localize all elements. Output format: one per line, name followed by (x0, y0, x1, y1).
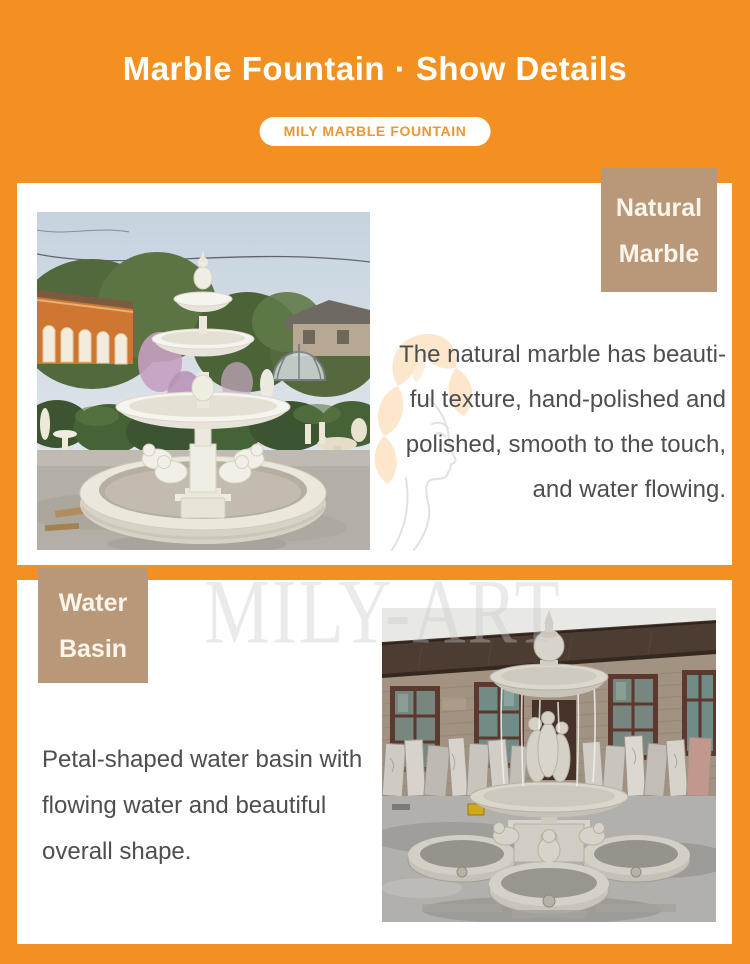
text-line: Petal-shaped water basin with (42, 746, 363, 773)
text-line: flowing water and beautiful (42, 792, 327, 819)
label-line: Basin (58, 635, 128, 663)
page-title: Marble Fountain · Show Details (122, 50, 628, 87)
label-line: Marble (618, 240, 700, 268)
brand-badge: MILY MARBLE FOUNTAIN (260, 117, 491, 146)
mily-art-text-watermark: MILY-ART (204, 561, 562, 664)
section-label-water-basin (38, 568, 148, 683)
section-label-natural-marble (601, 168, 717, 292)
text-line: overall shape. (42, 838, 192, 865)
text-line: polished, smooth to the touch, (405, 431, 726, 458)
text-line: ful texture, hand-polished and (409, 386, 726, 413)
fountain-photo-outdoor (37, 212, 370, 550)
label-line: Water (58, 589, 128, 617)
text-line: The natural marble has beauti- (399, 341, 726, 368)
water-basin-description (42, 737, 387, 875)
label-line: Natural (615, 194, 703, 222)
natural-marble-description (380, 332, 726, 512)
text-line: and water flowing. (532, 476, 726, 503)
